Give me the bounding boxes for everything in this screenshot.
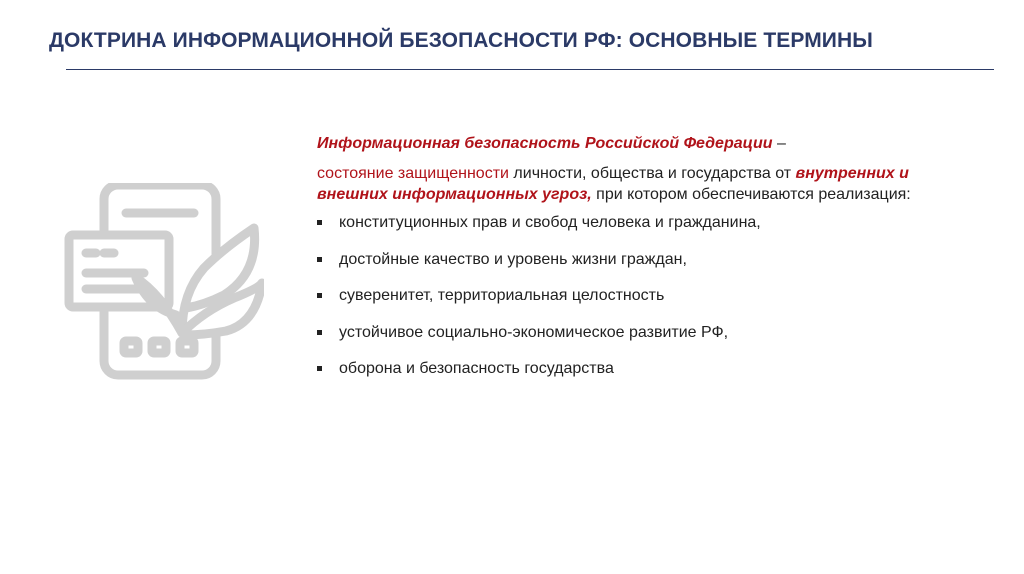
phone-button-1 bbox=[124, 341, 138, 353]
bullet-list bbox=[317, 209, 917, 392]
list-item bbox=[317, 209, 917, 246]
list-item bbox=[317, 282, 917, 319]
definition-block bbox=[317, 134, 917, 392]
bullet-marker bbox=[317, 330, 322, 335]
definition-text-1: личности, общества и государства от bbox=[508, 165, 796, 183]
term-name: Информационная безопасность Российской Федерации bbox=[317, 135, 773, 152]
list-item bbox=[317, 355, 917, 392]
definition-key-phrase: состояние защищенности bbox=[317, 165, 509, 183]
list-item bbox=[317, 246, 917, 283]
definition-threats: внутренних и внешних информационных угроз, bbox=[317, 165, 909, 203]
page-title: ДОКТРИНА ИНФОРМАЦИОННОЙ БЕЗОПАСНОСТИ РФ: ОСНОВНЫЕ ТЕРМИНЫ bbox=[49, 29, 873, 52]
definition-text bbox=[317, 164, 917, 205]
list-item bbox=[317, 319, 917, 356]
list-item-text: оборона и безопасность государства bbox=[339, 360, 614, 378]
bullet-marker bbox=[317, 257, 322, 262]
bullet-marker bbox=[317, 293, 322, 298]
definition-text-2: при котором обеспечиваются реализация: bbox=[591, 185, 911, 203]
term-dash: – bbox=[772, 135, 786, 152]
term-heading bbox=[317, 134, 917, 154]
list-item-text: конституционных прав и свобод человека и гражданина, bbox=[339, 214, 761, 232]
list-item-text: достойные качество и уровень жизни граждан, bbox=[339, 250, 687, 268]
list-item-text: устойчивое социально-экономическое развитие РФ, bbox=[339, 323, 729, 341]
phone-button-3 bbox=[180, 341, 194, 353]
phone-button-2 bbox=[152, 341, 166, 353]
mobile-document-leaf-icon bbox=[64, 183, 264, 383]
bullet-marker bbox=[317, 220, 322, 225]
list-item-text: суверенитет, территориальная целостность bbox=[339, 287, 665, 305]
title-divider bbox=[66, 69, 994, 70]
bullet-marker bbox=[317, 366, 322, 371]
